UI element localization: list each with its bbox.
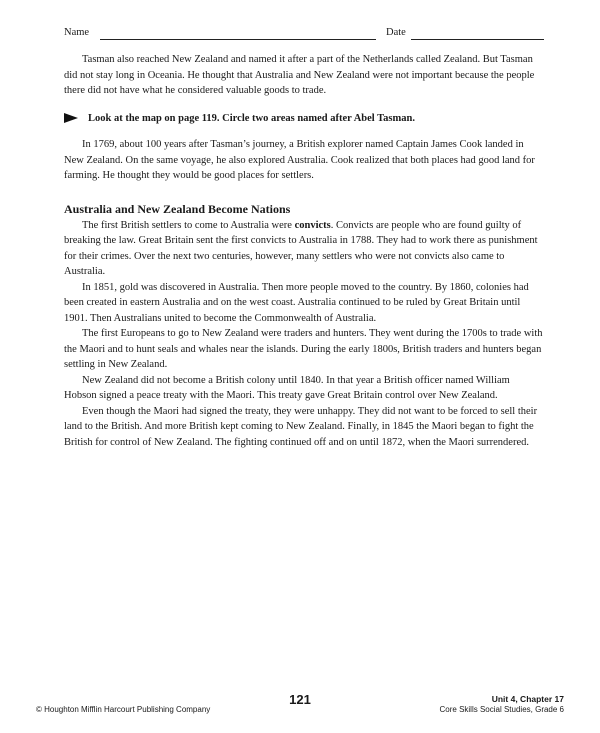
paragraph-convicts <box>64 218 544 280</box>
paragraph-tasman: Tasman also reached New Zealand and named it after a part of the Netherlands called Zealand. But Tasman did not stay long in Oceania. He thought that Australia and New Zealand were not important because the people there did not have what he considered valuable goods to trade. <box>64 54 535 96</box>
section-heading: Australia and New Zealand Become Nations <box>64 201 291 216</box>
paragraph-maori: Even though the Maori had signed the treaty, they were unhappy. They did not want to be forced to sell their land to the British. And more British kept coming to New Zealand. Finally, in 1845 the Maori began to fight the British for control of New Zealand. The fighting continued off and on until 1872, when the Maori surrendered. <box>64 405 538 448</box>
unit-chapter: Unit 4, Chapter 17 <box>491 694 564 704</box>
text-span: The first British settlers to come to Australia were <box>82 219 295 231</box>
text-span: . Convicts are people who are found guilty of breaking the law. Great Britain sent the first convicts to Australia in 1788. They had to work there as punishment for their crimes. Over the next two centuries, however, many settlers who were not convicts also came to Australia. <box>64 219 538 277</box>
date-label: Date <box>386 27 406 38</box>
instruction <box>64 111 544 127</box>
page-number: 121 <box>289 692 311 707</box>
paragraph-colony: New Zealand did not become a British colony until 1840. In that year a British officer named William Hobson signed a peace treaty with the Maori. This treaty gave Great Britain control over New Zealand. <box>64 374 510 401</box>
instruction-text: Look at the map on page 119. Circle two areas named after Abel Tasman. <box>88 112 415 124</box>
header <box>64 27 544 43</box>
content <box>64 52 544 450</box>
paragraph-europeans: The first Europeans to go to New Zealand were traders and hunters. They went during the 1700s to trade with the Maori and to hunt seals and whales near the islands. During the early 1800s, British traders and hunters began settling in New Zealand. <box>64 328 543 370</box>
arrow-icon <box>64 113 78 123</box>
date-line <box>411 39 544 40</box>
name-line <box>100 39 376 40</box>
paragraph-gold: In 1851, gold was discovered in Australia. Then more people moved to the country. By 1860, colonies had been created in eastern Australia and on the west coast. Australia continued to be ruled by Great Britain until 1901. Then Australians united to become the Commonwealth of Australia. <box>64 281 529 324</box>
paragraph-cook: In 1769, about 100 years after Tasman’s journey, a British explorer named Captain James Cook landed in New Zealand. On the same voyage, he also explored Australia. Cook realized that both places had good land for farming. He thought they would be good places for settlers. <box>64 139 535 181</box>
name-label: Name <box>64 27 90 38</box>
bold-term: convicts <box>294 219 331 231</box>
copyright: © Houghton Mifflin Harcourt Publishing Company <box>36 705 211 714</box>
course-grade: Core Skills Social Studies, Grade 6 <box>439 705 564 714</box>
